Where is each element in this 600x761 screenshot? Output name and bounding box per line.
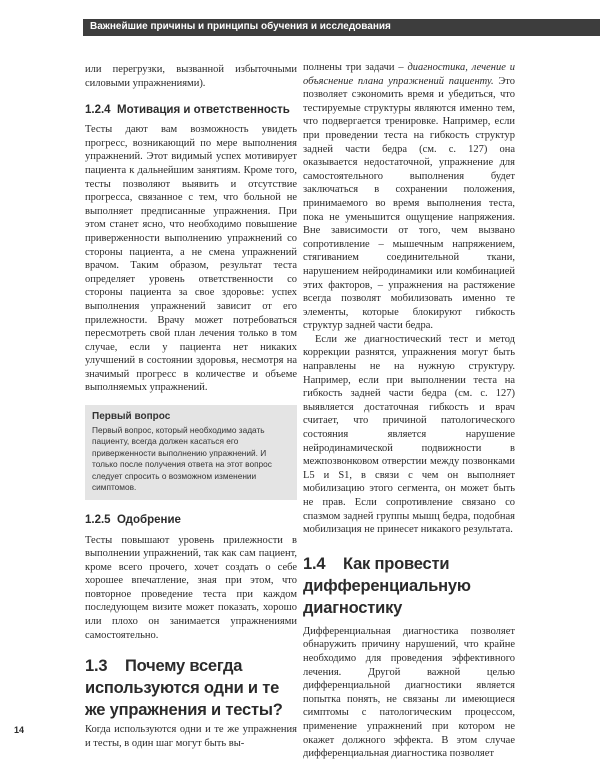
section-title: Мотивация и ответственность [117, 104, 290, 117]
callout-box [85, 405, 297, 499]
paragraph: или перегрузки, вызванной избыточными силовыми упражнениями). [85, 64, 297, 89]
section-title: Почему всегда используются одни и те же упражнения и тесты? [85, 657, 283, 720]
paragraph: Если же диагностический тест и метод коррекции разнятся, упражнения могут быть направлены не на нужную структуру. Например, если при выполнении теста на гибкость задней части бедра (см. с. 127) выявляется достаточная гибкость и врач считает, что причиной патологического состояния является нарушение нейродинамической подвижности в межпозвонковом отверстии между позвонками L5 и S1, в связи с чем он выполняет мобилизацию этого сегмента, он может быть не прав. Если сопротивление связано со спазмом задней группы мышц бедра, подобная мобилизация не принесет никакого результата. [303, 333, 515, 536]
italic-phrase: диагностика, лечение и объяснение плана упражнений пациенту. [303, 62, 515, 87]
section-number: 1.2.5 [85, 513, 111, 526]
right-column [303, 61, 515, 761]
page-number: 14 [14, 725, 25, 735]
paragraph: Тесты повышают уровень прилежности в выполнении упражнений, так как сам пациент, кроме всего прочего, хочет создать о себе хорошее впечатление, зная при этом, что повторное проведение теста при каждом последующем визите может показать, хорошо или плохо он занимается упражнениями самостоятельно. [85, 534, 297, 641]
running-header [83, 19, 600, 36]
section-title: Как провести дифференциальную диагностику [303, 554, 471, 617]
section-heading-1-4 [303, 553, 515, 619]
left-column [85, 63, 297, 750]
section-heading-1-2-4 [85, 103, 297, 118]
section-number: 1.4 [303, 554, 326, 573]
paragraph: Дифференциальная диагностика позволяет обнаружить причину нарушений, что крайне необходимо для проведения эффективного лечения. Другой важной целью дифференциальной диагностики является попытка понять, не связаны ли имеющиеся симптомы с патологическим процессом, применение упражнений при котором не окажет должного эффекта. В этом случае дифференциальная диагностика позволяет [303, 625, 515, 760]
section-heading-1-3 [85, 655, 297, 721]
section-number: 1.3 [85, 657, 108, 676]
paragraph-start: полнены три задачи – [303, 62, 408, 73]
paragraph: Когда используются одни и те же упражнения и тесты, в один шаг могут быть вы- [85, 724, 297, 749]
section-heading-1-2-5 [85, 513, 297, 528]
section-number: 1.2.4 [85, 104, 111, 117]
paragraph-rest: Это позволяет сэкономить время и убедиться, что тестируемые структуры являются именно тем, что подвергается тренировке. Например, если при проведении теста на гибкость структур задней части бедра (см. с. 127) она оказывается недостаточной, упражнение для самостоятельного выполнения будет заключаться в сохранении положения, принимаемого во время выполнения теста, пока не уменьшится ощущение напряжения. Вне зависимости от того, чем вызвано сопротивление – мышечным напряжением, стягиванием соединительной ткани, нарушением нейродинамики или комбинацией этих факторов, – упражнения на растяжение всегда позволят мобилизовать именно те элементы, которые блокируют гибкость структур задней части бедра. [303, 75, 515, 332]
callout-text: Первый вопрос, который необходимо задать пациенту, всегда должен касаться его приверженности выполнению упражнений. И только после получения ответа на этот вопрос следует спросить о возможном изменении симптомов. [92, 425, 272, 493]
paragraph: Тесты дают вам возможность увидеть прогресс, возникающий по мере выполнения упражнений. Этот видимый успех мотивирует пациента к дальнейшим занятиям. Кроме того, тесты позволяют выявить и отсутствие прогресса, связанное с тем, что больной не выполняет предписанные упражнения. При этом станет ясно, что необходимо повышение приверженности выполнению упражнений со стороны пациента, а не смена упражнений врачом. Таким образом, результат теста определяет уровень ответственности со стороны пациента за свое здоровье: успех выполнения упражнений зависит от его прилежности. Врачу может потребоваться пересмотреть свой план лечения только в том случае, если у пациента нет никаких улучшений в состоянии здоровья, несмотря на значимый прогресс в количестве и объеме выполняемых упражнений. [85, 124, 297, 394]
callout-title: Первый вопрос [92, 411, 171, 423]
section-title: Одобрение [117, 513, 181, 526]
running-header-title: Важнейшие причины и принципы обучения и исследования [90, 21, 391, 32]
paragraph [303, 61, 515, 333]
